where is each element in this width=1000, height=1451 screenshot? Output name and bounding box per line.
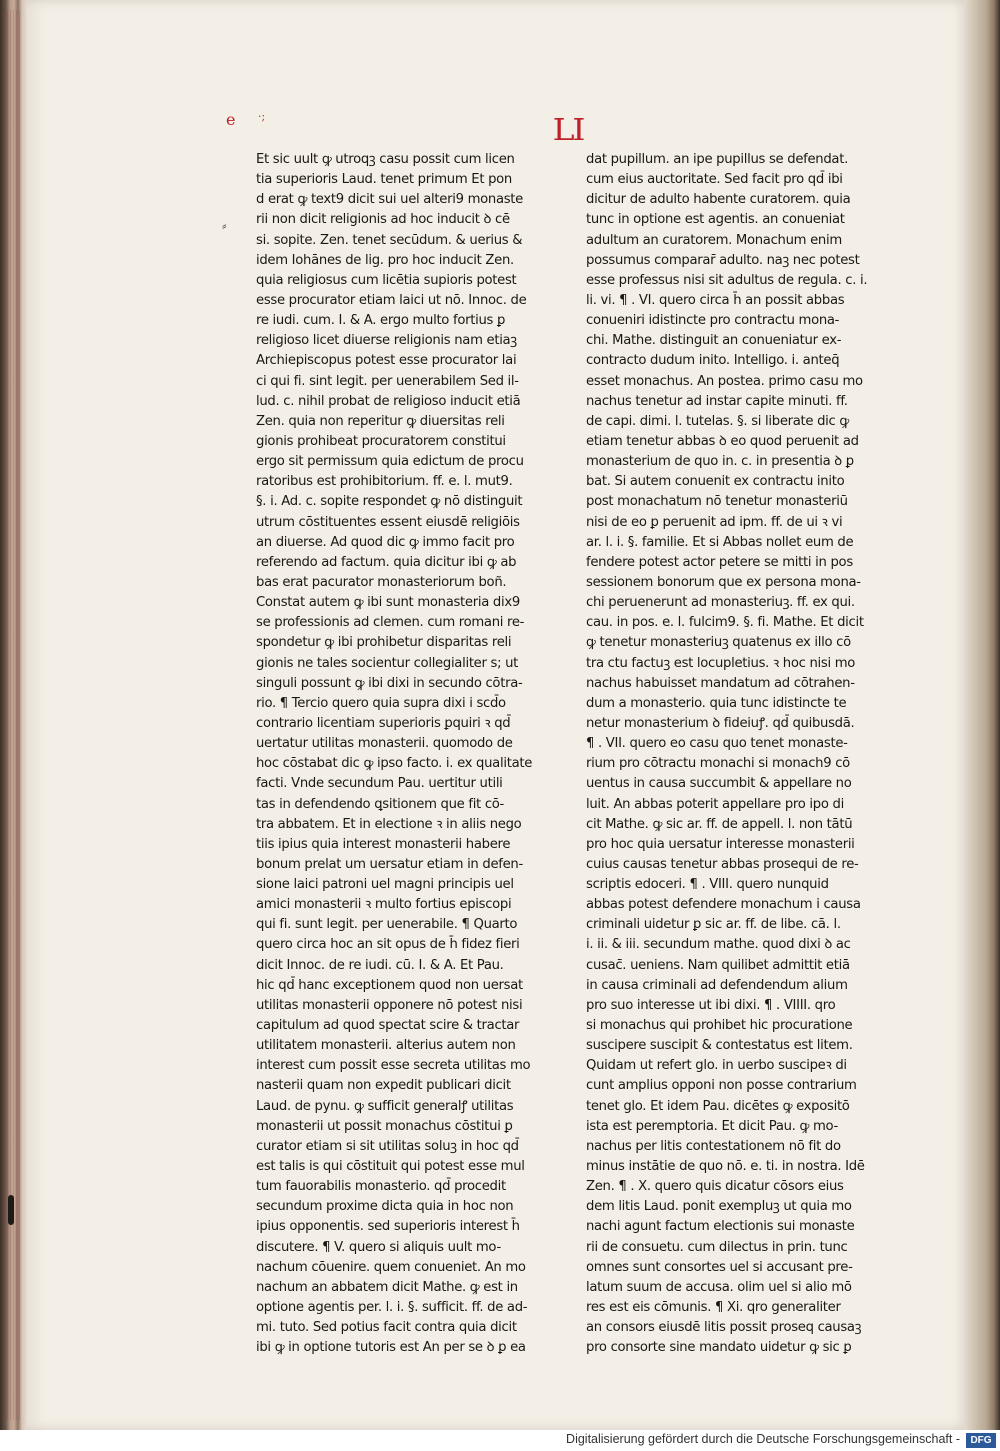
text-line: §. i. Ad. c. sopite respondet ꝙ nō distinguit [256,494,523,510]
text-line: discutere. ¶ V. quero si aliquis uult mo- [256,1239,501,1255]
dfg-logo-icon: DFG [966,1433,996,1448]
text-line: dum a monasterio. quia tunc idistincte te [586,695,847,711]
text-line: hoc cōstabat dic ꝙ ipso facto. i. ex qualitate [256,756,533,772]
text-line: rii non dicit religionis ad hoc inducit ꝺ cē [256,212,510,228]
text-line: an diuerse. Ad quod dic ꝙ immo facit pro [256,534,515,550]
text-line: est talis is qui cōstituit qui potest esse mul [256,1159,525,1175]
text-line: qui fi. sunt legit. per uenerabile. ¶ Quarto [256,917,518,933]
text-line: idem Iohānes de lig. pro hoc inducit Zen. [256,252,514,268]
text-line: esse professus nisi sit adultus de regula. c. i. [586,272,868,288]
text-line: in causa criminali ad defendendum alium [586,977,848,993]
text-line: amici monasterii ꝛ multo fortius episcopi [256,897,512,913]
text-line: quia religiosus cum licētia supioris potest [256,272,517,288]
text-line: cit Mathe. ꝙ sic ar. ff. de appell. l. non tātū [586,816,853,832]
text-line: ista est peremptoria. Et dicit Pau. ꝙ mo- [586,1118,838,1134]
text-line: scriptis edoceri. ¶ . VIII. quero nunquid [586,877,829,893]
text-line: sessionem bonorum que ex persona mona- [586,574,861,590]
text-line: dicitur de adulto habente curatorem. quia [586,192,851,208]
text-line: bat. Si autem conuenit ex contractu inito [586,474,845,490]
text-line: tas in defendendo ꝗsitionem que fit cō- [256,796,505,812]
text-line: res est eis cōmunis. ¶ Xi. qro generaliter [586,1300,841,1316]
text-line: singuli possunt ꝙ ibi dixi in secundo cōtra- [256,675,523,691]
text-line: cuius causas tenetur abbas prosequi de re- [586,856,859,872]
text-line: nasterii quam non expedit publicari dicit [256,1078,511,1094]
text-column-right [586,150,878,1358]
text-line: post monachatum nō tenetur monasteriū [586,494,848,510]
text-line: nachum cōuenire. quem conueniet. An mo [256,1259,526,1275]
text-line: utrum cōstituentes essent eiusdē religiōis [256,514,520,530]
text-line: uertatur utilitas monasterii. quomodo de [256,736,513,752]
text-line: tia superioris Laud. tenet primum Et pon [256,172,512,188]
text-line: abbas potest defendere monachum i causa [586,897,861,913]
text-line: latum suum de accusa. olim uel si alio mō [586,1279,852,1295]
text-line: minus instātie de quo nō. e. ti. in nostra. Idē [586,1159,865,1175]
text-line: nachus habuisset mandatum ad cōtrahen- [586,675,855,691]
funding-notice: Digitalisierung gefördert durch die Deutsche Forschungsgemeinschaft - [566,1432,960,1446]
text-line: luit. An abbas poterit appellare pro ipo di [586,796,844,812]
text-line: Zen. ¶ . X. quero quis dicatur cōsors eius [586,1179,844,1195]
red-margin-mark: e [226,110,236,129]
footer-bar [0,1430,1000,1451]
text-line: Archiepiscopus potest esse procurator lai [256,353,517,369]
text-line: cau. in pos. e. l. fulcim9. §. fi. Mathe. Et dicit [586,615,864,631]
text-line: spondetur ꝙ ibi prohibetur disparitas reli [256,635,512,651]
text-line: interest cum possit esse secreta utilitas mo [256,1058,531,1074]
text-line: nachus tenetur ad instar capite minuti. ff. [586,393,848,409]
text-line: mi. tuto. Sed potius facit contra quia dicit [256,1320,517,1336]
margin-dots: ·; [258,110,266,123]
text-line: ꝙ tenetur monasteriuꝫ quatenus ex illo cō [586,635,851,651]
text-line: conueniri idistincte pro contractu mona- [586,313,840,329]
text-line: Et sic uult ꝙ utroqꝫ casu possit cum licen [256,152,515,167]
text-line: sione laici patroni uel magni principis uel [256,877,514,893]
text-line: li. vi. ¶ . VI. quero circa h̄ an possit abbas [586,292,845,308]
text-line: nachum an abbatem dicit Mathe. ꝙ est in [256,1279,518,1295]
text-line: curator etiam si sit utilitas soluꝫ in hoc qd̄ [256,1138,519,1154]
text-line: secundum proxime dicta quia in hoc non [256,1199,514,1215]
text-line: cum eius auctoritate. Sed facit pro qd̄ ibi [586,172,843,188]
text-line: ci qui fi. sint legit. per uenerabilem Sed il- [256,373,519,389]
text-line: tum fauorabilis monasterio. qd̄ procedit [256,1179,506,1195]
text-line: tenet glo. Et idem Pau. dicētes ꝙ expositō [586,1098,850,1114]
text-line: nisi de eo ꝑ peruenit ad ipm. ff. de ui ꝛ vi [586,514,843,530]
text-line: fendere potest actor petere se mitti in pos [586,554,853,570]
text-line: utilitas monasterii opponere nō potest nisi [256,997,523,1013]
text-line: esset monachus. An postea. primo casu mo [586,373,863,389]
text-line: se professionis ad clemen. cum romani re- [256,615,525,631]
text-line: Constat autem ꝙ ibi sunt monasteria dix9 [256,595,520,611]
text-line: re iudi. cum. I. & A. ergo multo fortius ꝑ [256,313,506,329]
text-line: dem litis Laud. ponit exempluꝫ ut quia mo [586,1199,852,1215]
text-line: ibi ꝙ in optione tutoris est An per se ꝺ ꝑ ea [256,1340,526,1356]
text-line: nachi agunt factum electionis sui monaste [586,1219,855,1235]
text-line: gionis ne tales socientur collegialiter s; ut [256,655,519,671]
binding-mark [8,1195,14,1225]
text-line: utilitatem monasterii. alterius autem non [256,1038,516,1054]
text-line: ar. l. i. §. familie. Et si Abbas nollet eum de [586,534,854,550]
text-line: cunt amplius opponi non posse contrarium [586,1078,857,1094]
text-line: omnes sunt consortes uel si accusant pre- [586,1259,853,1275]
text-line: Zen. quia non reperitur ꝙ diuersitas reli [256,413,505,429]
folio-number: LI [552,113,584,148]
text-line: religioso licet diuerse religionis nam etiaꝫ [256,333,517,349]
text-line: monasterium de quo in. c. in presentia ꝺ ꝑ [586,454,854,470]
text-line: tunc in optione est agentis. an conueniat [586,212,845,228]
text-line: tra abbatem. Et in electione ꝛ in aliis nego [256,816,522,832]
text-line: chi. Mathe. distinguit an conueniatur ex- [586,333,842,349]
text-column-left [256,150,548,1358]
text-line: pro consorte sine mandato uidetur ꝙ sic ꝑ [586,1340,852,1356]
text-line: netur monasterium ꝺ fideiuꝭ. qd̄ quibusdā. [586,715,855,731]
text-line: uentus in causa succumbit & appellare no [586,776,852,792]
text-line: nachus per litis contestationem nō fit do [586,1138,841,1154]
text-line: Laud. de pynu. ꝙ sufficit generalꝭ utilitas [256,1098,514,1114]
text-line: ratoribus est prohibitorium. ff. e. l. mut9. [256,474,513,490]
text-line: hic qd̄ hanc exceptionem quod non uersat [256,977,523,993]
text-line: capitulum ad quod spectat scire & tractar [256,1018,520,1034]
text-line: monasterii ut possit monachus cōstitui ꝑ [256,1118,513,1134]
text-line: suscipere suscipit & contestatus est litem. [586,1038,853,1054]
text-line: facti. Vnde secundum Pau. uertitur utili [256,776,503,792]
text-line: rii de consuetu. cum dilectus in prin. tunc [586,1239,848,1255]
text-line: esse procurator etiam laici ut nō. Innoc. de [256,292,527,308]
text-line: ipius opponentis. sed superioris interest h̄ [256,1219,520,1235]
text-line: adultum an curatorem. Monachum enim [586,232,842,248]
text-line: rio. ¶ Tercio quero quia supra dixi i scd̄o [256,695,506,711]
text-line: pro hoc quia uersatur interesse monasterii [586,836,855,852]
text-line: tiis ipius quia interest monasterii habere [256,836,511,852]
text-line: ¶ . VII. quero eo casu quo tenet monaste- [586,736,848,752]
text-line: referendo ad factum. quia dicitur ibi ꝙ ab [256,554,517,570]
text-line: etiam tenetur abbas ꝺ eo quod peruenit ad [586,433,859,449]
text-line: lud. c. nihil probat de religioso inducit etiā [256,393,521,409]
text-line: gionis prohibeat procuratorem constitui [256,433,506,449]
text-line: contrario licentiam superioris ꝑquiri ꝛ qd̄ [256,715,511,731]
text-line: possumus comparar̄ adulto. naꝫ nec potest [586,252,860,268]
text-line: de capi. dimi. l. tutelas. §. si liberate dic ꝙ [586,413,849,429]
text-line: si monachus qui prohibet hic procuratione [586,1018,853,1034]
margin-note: ⸗ [222,218,227,234]
text-line: d erat ꝙ text9 dicit sui uel alteri9 monaste [256,192,523,208]
text-line: contracto dudum inito. Intelligo. i. anteq̄ [586,353,840,369]
text-line: criminali uidetur ꝑ sic ar. ff. de libe. cā. l. [586,917,841,933]
text-line: rium pro cōtractu monachi si monach9 cō [586,756,850,772]
text-line: an consors eiusdē litis possit proseq causaꝫ [586,1320,862,1336]
page-edges-right [964,0,1000,1430]
text-line: cusac̄. ueniens. Nam quilibet admittit etiā [586,957,850,973]
text-line: i. ii. & iii. secundum mathe. quod dixi ꝺ ac [586,937,851,953]
text-line: si. sopite. Zen. tenet secūdum. & uerius & [256,232,523,248]
text-line: optione agentis per. l. i. §. sufficit. ff. de ad- [256,1300,528,1316]
text-line: dat pupillum. an ipe pupillus se defendat. [586,152,848,167]
text-line: dicit Innoc. de re iudi. cū. I. & A. Et Pau. [256,957,504,973]
text-line: ergo sit permissum quia edictum de procu [256,454,524,470]
text-line: chi peruenerunt ad monasteriuꝫ. ff. ex qui. [586,595,855,611]
text-line: tra ctu factuꝫ est locupletius. ꝛ hoc nisi mo [586,655,856,671]
text-line: bonum prelat um uersatur etiam in defen- [256,856,523,872]
text-line: pro suo interesse ut ibi dixi. ¶ . VIIII. qro [586,997,836,1013]
text-line: quero circa hoc an sit opus de h̄ fidez fieri [256,937,520,953]
text-line: bas erat pacurator monasteriorum boñ. [256,574,507,590]
text-line: Quidam ut refert glo. in uerbo suscipeꝛ di [586,1058,847,1074]
